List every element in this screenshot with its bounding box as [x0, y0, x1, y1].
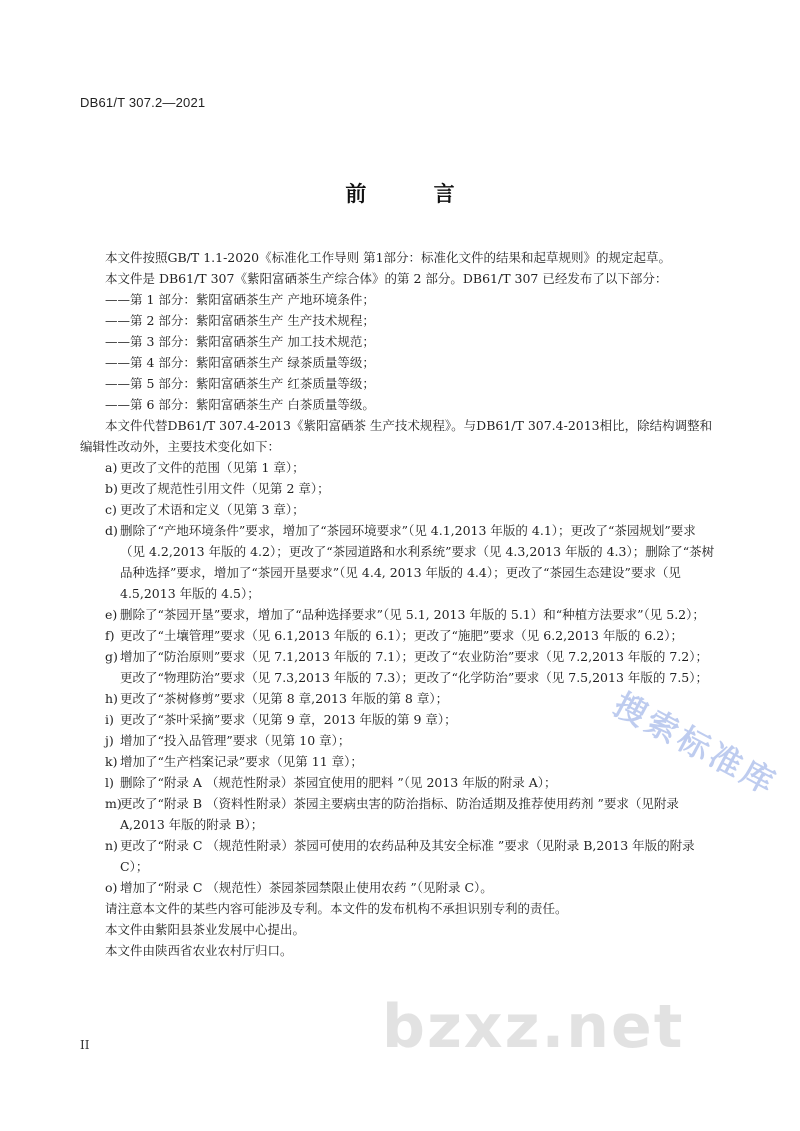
change-marker: h): [105, 691, 118, 706]
change-marker: k): [105, 754, 118, 769]
change-marker: n): [105, 838, 118, 853]
part-list-item: ——第 4 部分：紫阳富硒茶生产 绿茶质量等级；: [105, 355, 375, 370]
change-text: 更改了“附录 B （资料性附录）茶园主要病虫害的防治指标、防治适期及推荐使用药剂 ”要求（见附录 A,2013 年版的附录 B）；: [120, 796, 679, 832]
change-marker: d): [105, 523, 118, 538]
change-marker: j): [105, 733, 114, 748]
change-marker: i): [105, 712, 114, 727]
change-text: 更改了术语和定义（见第 3 章）；: [120, 502, 305, 517]
change-text: 更改了“土壤管理”要求（见 6.1,2013 年版的 6.1）；更改了“施肥”要求（见 6.2,2013 年版的 6.2）；: [120, 628, 683, 643]
change-text: 更改了规范性引用文件（见第 2 章）；: [120, 481, 330, 496]
change-text: 增加了“防治原则”要求（见 7.1,2013 年版的 7.1）；更改了“农业防治”要求（见 7.2,2013 年版的 7.2）；更改了“物理防治”要求（见 7.3,2013 年版的 7.3）；更改了“化学防治”要求（见 7.5,2013 年版的 7.5）；: [120, 649, 708, 685]
change-marker: b): [105, 481, 118, 496]
change-marker: a): [105, 460, 118, 475]
page-title: 前 言: [345, 181, 485, 206]
change-text: 更改了“茶树修剪”要求（见第 8 章,2013 年版的第 8 章）；: [120, 691, 449, 706]
document-code: DB61/T 307.2—2021: [80, 95, 206, 110]
change-item: [80, 772, 720, 793]
change-marker: o): [105, 880, 118, 895]
change-text: 删除了“产地环境条件”要求，增加了“茶园环境要求”（见 4.1,2013 年版的 4.1）；更改了“茶园规划”要求（见 4.2,2013 年版的 4.2）；更改了“茶园道路和水利系统”要求（见 4.3,2013 年版的 4.3）；删除了“茶树品种选择”要求，增加了“茶园开垦要求”（见 4.4, 2013 年版的 4.4）；更改了“茶园生态建设”要求（见 4.5,2013 年版的 4.5）；: [120, 523, 715, 601]
change-item: [80, 604, 720, 625]
document-body: [80, 247, 720, 961]
paragraph: 本文件按照GB/T 1.1-2020《标准化工作导则 第1部分：标准化文件的结果和起草规则》的规定起草。: [105, 250, 672, 265]
site-watermark: bzxz.net: [382, 992, 685, 1062]
change-text: 增加了“投入品管理”要求（见第 10 章）；: [120, 733, 351, 748]
change-text: 更改了文件的范围（见第 1 章）；: [120, 460, 305, 475]
change-text: 更改了“附录 C （规范性附录）茶园可使用的农药品种及其安全标准 ”要求（见附录 B,2013 年版的附录 C）；: [120, 838, 695, 874]
paragraph: 本文件是 DB61/T 307《紫阳富硒茶生产综合体》的第 2 部分。DB61/T 307 已经发布了以下部分：: [105, 271, 668, 286]
change-item: [80, 877, 720, 898]
page-number: II: [80, 1038, 90, 1052]
part-list-item: ——第 6 部分：紫阳富硒茶生产 白茶质量等级。: [105, 397, 375, 412]
change-marker: c): [105, 502, 117, 517]
part-list-item: ——第 5 部分：紫阳富硒茶生产 红茶质量等级；: [105, 376, 375, 391]
change-text: 增加了“附录 C （规范性）茶园茶园禁限止使用农药 ”（见附录 C）。: [120, 880, 493, 895]
change-marker: e): [105, 607, 118, 622]
stamp-watermark: 搜索标准库: [607, 685, 785, 804]
part-list-item: ——第 1 部分：紫阳富硒茶生产 产地环境条件；: [105, 292, 375, 307]
change-marker: m): [105, 796, 122, 811]
change-item: [80, 646, 720, 688]
replace-paragraph: 本文件代替DB61/T 307.4-2013《紫阳富硒茶 生产技术规程》。与DB61/T 307.4-2013相比，除结构调整和编辑性改动外，主要技术变化如下：: [80, 418, 713, 454]
change-text: 删除了“茶园开垦”要求，增加了“品种选择要求”（见 5.1, 2013 年版的 5.1）和“种植方法要求”（见 5.2）；: [120, 607, 705, 622]
management-paragraph: 本文件由陕西省农业农村厅归口。: [105, 943, 293, 958]
part-list-item: ——第 2 部分：紫阳富硒茶生产 生产技术规程；: [105, 313, 375, 328]
change-item: [80, 835, 720, 877]
patent-paragraph: 请注意本文件的某些内容可能涉及专利。本文件的发布机构不承担识别专利的责任。: [105, 901, 568, 916]
change-marker: g): [105, 649, 118, 664]
change-text: 更改了“茶叶采摘”要求（见第 9 章，2013 年版的第 9 章）；: [120, 712, 457, 727]
change-item: [80, 625, 720, 646]
proposer-paragraph: 本文件由紫阳县茶业发展中心提出。: [105, 922, 306, 937]
change-item: [80, 478, 720, 499]
change-marker: f): [105, 628, 115, 643]
change-item: [80, 499, 720, 520]
change-item: [80, 751, 720, 772]
part-list-item: ——第 3 部分：紫阳富硒茶生产 加工技术规范；: [105, 334, 375, 349]
change-item: [80, 793, 720, 835]
change-item: [80, 457, 720, 478]
change-text: 增加了“生产档案记录”要求（见第 11 章）；: [120, 754, 363, 769]
change-item: [80, 730, 720, 751]
change-text: 删除了“附录 A （规范性附录）茶园宜使用的肥料 ”（见 2013 年版的附录 A）；: [120, 775, 557, 790]
change-item: [80, 520, 720, 604]
change-marker: l): [105, 775, 114, 790]
